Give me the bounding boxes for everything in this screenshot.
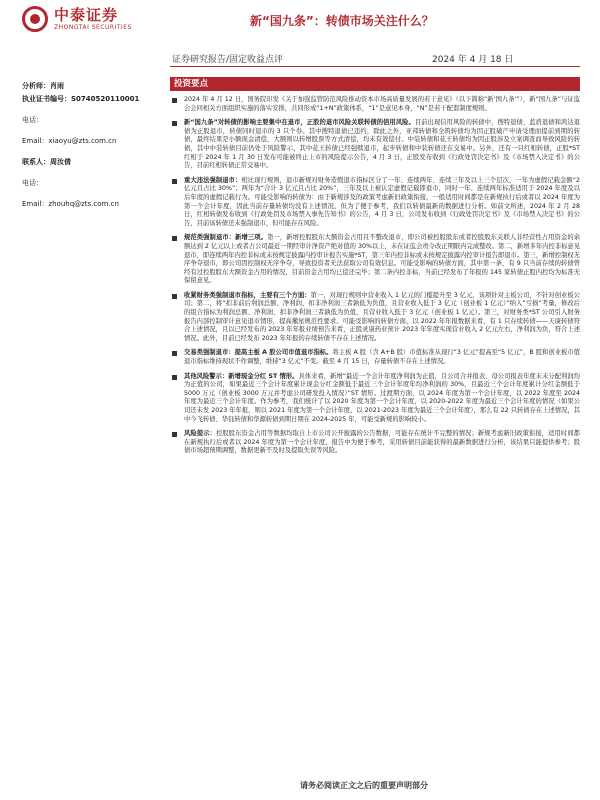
point-paragraph	[170, 96, 580, 113]
point-body: 控股股东资金占用等数据均取自上市公司公开披露的公告数据，可能存在统计不完整的情况；新规考虑新旧政策衔接，适用时间都在新规执行后或者以 2024 年度为第一个会计年度，报告中为便于参考，采用转债目前能获得的最新数据进行分析，该结果只能提供参考；股债市场超预期调整，数据更新不及时及提取失误等风险。	[184, 430, 581, 455]
analyst-label: 分析师：	[22, 82, 50, 90]
point-body: 目前出现信用风险的转债中，搜特退债、蓝盾退债和鸿达退债为正股退市，转债同时退市的 3 只个券。其中搜特退债已违约，除此之外，亚邦转债和全筑转债均为因正股破产申请受理而提前到期的转债，最终结果是小额现金清偿，大额则以转增股票等方式清偿，均未有效偿付。中装转债和花王转债均为因正股涉及立案调查而导致风险的转债，其中中装转债目前仍处于风险警示，其中花王转债已经强赎退市，起步转债和中装转债还在交易中。另外，还有一只红相转债，正股*ST 红相于 2024 年 1 月 30 日发布可能被终止上市的风险提示公告，4 月 3 日，正股发布收到《行政处罚决定书》及《市场禁入决定书》的公告，目前红相转债正常交易中。	[184, 119, 581, 170]
logo-icon	[22, 6, 48, 32]
contact-email-label: Email：	[22, 200, 49, 208]
point-body: 2024 年 4 月 12 日，国务院印发《关于加强监管防范风险推动资本市场高质量发展的若干意见》（以下简称“新‘国九条’”），新“国九条”与证监会会同相关方面组织实施的落实安排，共同形成“1+N”政策体系，“1”是意见本身，“N”是若干配套制度规则。	[184, 96, 580, 112]
point-paragraph	[170, 349, 580, 366]
point-head: 新“国九条”对转债的影响主要集中在退市，正股的退市风险关联转债的信用风险。	[184, 119, 415, 127]
header-divider	[170, 66, 580, 67]
point-paragraph	[170, 177, 580, 229]
analyst-email[interactable]: xiaoyu@zts.com.cn	[48, 137, 117, 145]
point-paragraph	[170, 373, 580, 425]
point-paragraph	[170, 234, 580, 286]
point-body: 具体来看，新增“最近一个会计年度净利润为正值，且公司合并报表、母公司报表年度末未分配利润均为正值的公司，如果最近三个会计年度累计现金分红金额低于最近三个会计年度年均净利润的 30%，且最近三个会计年度累计分红金额低于 5000 万元（创业板 3000 万元并考虑公司研发投入情况）”ST 情形。过渡期方面，以 2024 年度为第一个会计年度，以 2022 年度至 2024 年度为最近三个会计年度。作为参考，我们统计了以 2020 年度为第一个会计年度，以 2020-2022 年度为最近三个会计年度的情况（如果公司还未发 2023 年年报，则以 2021 年度为第一个会计年度，以 2021-2023 年度为最近三个会计年度），那么有 22 只转债存在上述情况，其中今飞转债、华钰转债和华源转债到期日期在 2024-2025 年，可能受新规的影响较小。	[184, 372, 581, 423]
contact-name: 周汝倩	[50, 158, 71, 166]
contact-phone-label: 电话：	[22, 179, 43, 187]
report-date: 2024 年 4 月 18 日	[432, 55, 514, 65]
point-head: 重大违法强制退市：	[184, 176, 242, 184]
logo-name-cn: 中泰证券	[54, 5, 119, 24]
contact-email[interactable]: zhouhq@zts.com.cn	[48, 200, 119, 208]
page-header	[0, 0, 600, 40]
point-head: 风险提示：	[184, 430, 216, 438]
point-paragraph	[170, 119, 580, 171]
contact-label: 联系人：	[22, 158, 50, 166]
point-paragraph	[170, 430, 580, 456]
logo-name-en: ZHONGTAI SECURITIES	[54, 23, 132, 31]
point-head: 交易类强制退市：提高主板 A 股公司市值退市指标。	[184, 349, 333, 357]
key-points	[170, 96, 580, 462]
cert-label: 执业证书编号：	[22, 95, 71, 103]
cert-number: S0740520110001	[71, 95, 140, 103]
company-logo	[22, 6, 132, 32]
email-label: Email：	[22, 137, 49, 145]
point-paragraph	[170, 292, 580, 344]
point-head: 其他风险警示：新增现金分红 ST 情形。	[184, 372, 299, 380]
point-body: 相比现行规则，退市新规对财务造假退市指标区分了一年、连续两年、连续三年及以上三个层次，一年为虚假记载金额“2 亿元且占比 30%”；两年为“合计 3 亿元且占比 20%”，三年及以上被认定虚假记载即退市，同时一年、连续两年标准适用于 2024 年度及以后年度的虚假记载行为。可能受影响的转债为：由于新规涉及的政策考虑新旧政策衔接，一般适用时间都是在新规执行后或者以 2024 年度为第一个会计年度，因此当前存量转债均没有上述情况，但为了便于参考，我们以转债最新的数据进行分析。如前文所述，2024 年 2 月 28 日，红相转债发布收到《行政处罚及市场禁入事先告知书》的公告，4 月 3 日，公司发布收到《行政处罚决定书》及《市场禁入决定书》的公告，目前该转债还未强制退市，但可能存在风险。	[184, 176, 580, 227]
report-title: 新“国九条”：转债市场关注什么？	[250, 14, 434, 28]
disclaimer-footer: 请务必阅读正文之后的重要声明部分	[300, 781, 428, 790]
report-type: 证券研究报告/固定收益点评	[172, 55, 284, 65]
point-body: 将主板 A 股（含 A+B 股）市值标准从现行“3 亿元”提高至“5 亿元”，B 股和创业板市值退市指标维持现状不作调整，维持“3 亿元”不变。截至 4 月 15 日，存量转债不存在上述情况。	[184, 349, 580, 366]
point-head: 收紧财务类强制退市指标，主要有三个方面：	[184, 291, 311, 299]
phone-label: 电话：	[22, 116, 43, 124]
section-heading: 投资要点	[170, 77, 580, 91]
analyst-name: 肖雨	[50, 82, 64, 90]
point-head: 规范类强制退市：新增三项。	[184, 234, 268, 242]
point-body: 第一，新增控股股东大额资金占用且不整改退市，即公司被控股股东或者控股股东关联人非经营性占用资金的余额达到 2 亿元以上或者占公司最近一期经审计净资产绝对值的 30%以上，未在证监会责令改正期限内完成整改。第二，新增多年内控非标意见退市，即连续两年内控非标或未按规定披露内控审计报告实施*ST，第三年内控非标或未按规定披露内控审计报告即退市。第三，新增控制权无序争夺退市，即公司因控制权无序争夺，导致投资者无法获取公司有效信息。可能受影响的转债方面，其中第一条，有 9 只当前存续的转债曾经有过控股股东大额资金占用的情况，目前资金占用均已偿还完毕；第二条内控非标，当前已经发布了年报的 145 家转债正股内控均为标准无保留意见。	[184, 234, 581, 285]
analyst-info	[22, 80, 162, 211]
point-body: 第一，对现行规则中营业收入 1 亿元的门槛提升至 3 亿元，该项针对主板公司，不针对创业板公司；第二，将“扣非前后利润总额、净利润、扣非净利润三者孰低为负值，且营业收入低于 3 亿元（创业板 1 亿元）”纳入“亏损”考量，修改后的组合指标为利润总额、净利润、扣非净利润三者孰低为负值，且营业收入低于 3 亿元（创业板 1 亿元）。第三，对财务类*ST 公司引入财务报告内部控制审计意见退市情形，提高撤星规范性要求。可能受影响的转债方面，以 2022 年年报数据来看，有 1 只存续转债——天康转债符合上述情况，且以已经发布的 2023 年年报业绩预告来看，正股灵康药业预计 2023 年年度实现营业收入 2 亿元左右，净利润为负，符合上述情况。此外，目前已经发布 2023 年年报的存续转债不存在上述情况。	[184, 291, 580, 342]
